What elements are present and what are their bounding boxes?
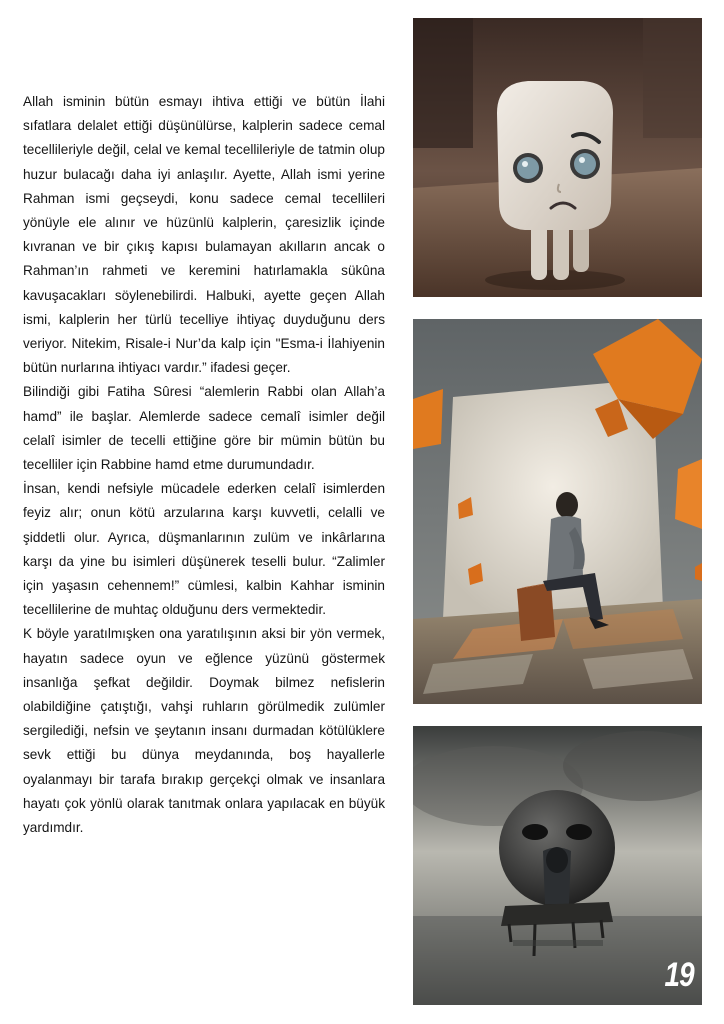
paragraph-3: İnsan, kendi nefsiyle mücadele ederken celalî isimlerden feyiz alır; onun kötü arzularına karşı kuvvetli, celalli ve şiddetli olur. Ayrıca, düşmanlarının zulüm ve inkârlarına karşı da yine bu isimleri düşünerek teselli bulur. “Zalimler için yaşasın cehennem!” cümlesi, kalbin Kahhar isminin tecellilerine de muhtaç olduğunu ders vermektedir.: [23, 481, 385, 618]
paragraph-1: Allah isminin bütün esmayı ihtiva ettiği ve bütün İlahi sıfatlara delalet ettiği düşünülürse, kalplerin sadece cemal tecellileriyle değil, celal ve kemal tecellileriyle de tatmin olup huzur bulacağı daha iyi anlaşılır. Ayette, Allah ismi yerine Rahman ismi geçseydi, konu sadece cemal tecellileri yönüyle ele alınır ve hüzünlü kalplerin, çaresizlik içinde kıvranan ve bir çıkış kapısı bulamayan akılların ancak o Rahman’ın rahmeti ve keremini hatırlamakla sükûna kavuşacakları söylenebilirdi. Halbuki, ayette geçen Allah ismi, kalplerin her türlü tecelliye ihtiyaç duyduğunu ders veriyor. Nitekim, Risale-i Nur’da kalp için "Esma-i İlahiyenin bütün nurlarına ihtiyacı vardır.” ifadesi geçer.: [23, 94, 385, 376]
sitting-man-geometric-image: [413, 319, 702, 704]
paragraph-4: K böyle yaratılmışken ona yaratılışının aksi bir yön vermek, hayatın sadece oyun ve eğlence yüzünü göstermek insanlığa şefkat değildir. Doymak bilmez nefislerin olabildiğine çatıştığı, vahşi ruhların görülmedik zulümler sergilediği, nefsin ve şeytanın insanı durmadan kötülüklere sevk ettiği bu dünya meydanında, boş hayallerle oyalanmayı bir tarafa bırakıp gerçekçi olmak ve insanlara hayatı çok yönlü olarak tanıtmak onlara yapılacak en büyük yardımdır.: [23, 626, 385, 836]
hooded-figure-sphere-image: [413, 726, 702, 1005]
sad-figure-image: [413, 18, 702, 297]
article-text: [23, 90, 385, 840]
page-number: 19: [664, 956, 694, 994]
paragraph-2: Bilindiği gibi Fatiha Sûresi “alemlerin Rabbi olan Allah’a hamd” ile başlar. Alemlerde sadece cemalî isimler değil celalî isimler de tecelli ettiğine göre bir mümin bütün bu tecelliler için Rabbine hamd etme durumundadır.: [23, 384, 385, 473]
